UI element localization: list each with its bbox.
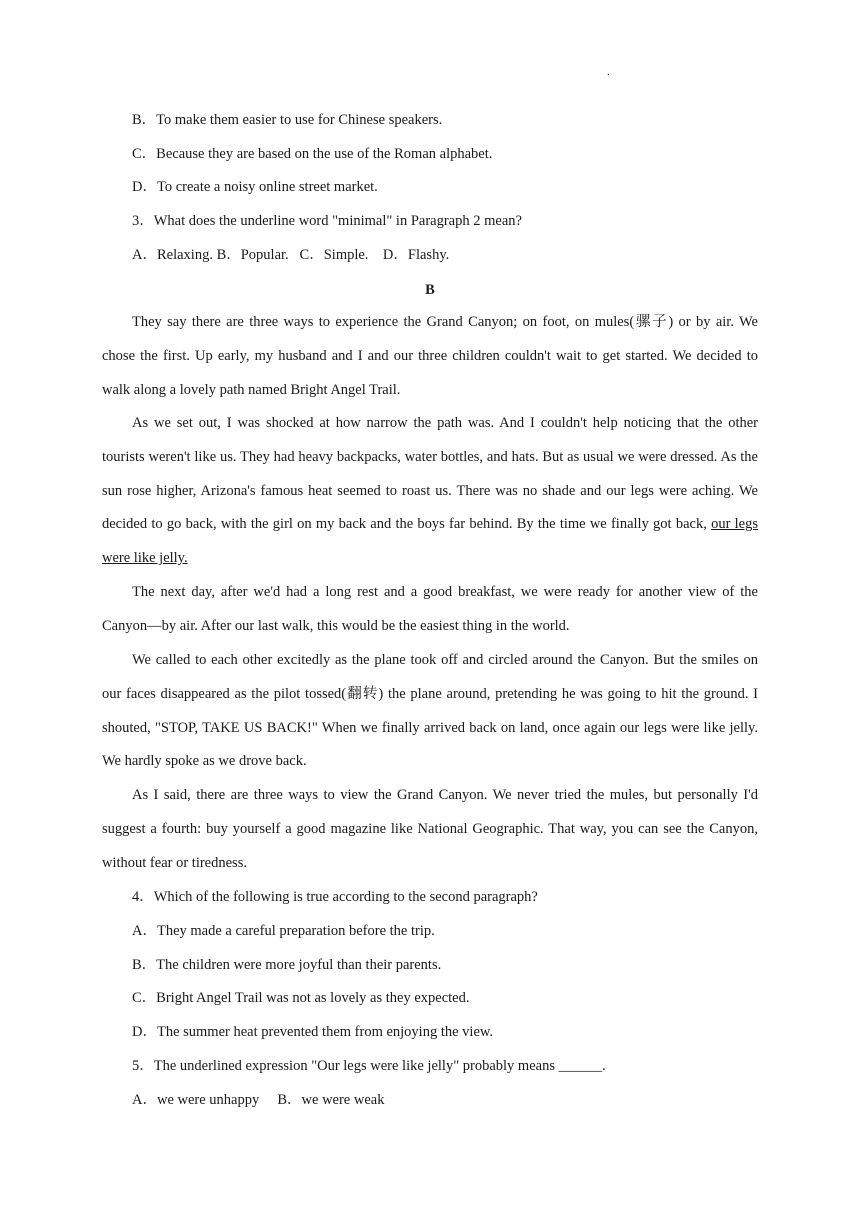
- paragraph-2-text: As we set out, I was shocked at how narrow the path was. And I couldn't help noticing that the other tourists weren't like us. They had heavy backpacks, water bottles, and hats. But as usual we were dressed. As the sun rose higher, Arizona's famous heat seemed to roast us. There was no shade and our legs were aching. We decided to go back, with the girl on my back and the boys far behind. By the time we finally got back,: [102, 415, 758, 533]
- passage-paragraph-3: The next day, after we'd had a long rest and a good breakfast, we were ready for another view of the Canyon—by air. After our last walk, this would be the easiest thing in the world.: [102, 584, 758, 634]
- q2-option-b: B．To make them easier to use for Chinese speakers.: [132, 112, 443, 128]
- question-4-stem: 4．Which of the following is true according to the second paragraph?: [132, 889, 538, 905]
- passage-paragraph-1: They say there are three ways to experience the Grand Canyon; on foot, on mules(骡子) or by air. We chose the first. Up early, my husband and I and our three children couldn't wait to get started. We decided to walk along a lovely path named Bright Angel Trail.: [102, 314, 758, 398]
- question-5-options: A．we were unhappy B．we were weak: [132, 1092, 385, 1108]
- q2-option-d: D．To create a noisy online street market.: [132, 179, 378, 195]
- page-mark: .: [607, 66, 610, 78]
- question-3-options: A．Relaxing. B．Popular. C．Simple. D．Flashy.: [132, 247, 450, 263]
- passage-paragraph-2: [102, 407, 758, 576]
- q4-option-a: A．They made a careful preparation before the trip.: [132, 923, 435, 939]
- underlined-expression: our legs were like jelly.: [102, 516, 759, 567]
- q4-option-c: C．Bright Angel Trail was not as lovely as they expected.: [132, 990, 470, 1006]
- passage-paragraph-5: As I said, there are three ways to view the Grand Canyon. We never tried the mules, but personally I'd suggest a fourth: buy yourself a good magazine like National Geographic. That way, you can see the Canyon, without fear or tiredness.: [102, 787, 758, 871]
- q2-option-c: C．Because they are based on the use of the Roman alphabet.: [132, 146, 493, 162]
- q4-option-d: D．The summer heat prevented them from enjoying the view.: [132, 1024, 494, 1040]
- section-title: B: [425, 282, 435, 298]
- passage-paragraph-4: We called to each other excitedly as the plane took off and circled around the Canyon. But the smiles on our faces disappeared as the pilot tossed(翻转) the plane around, pretending he was going to hit the ground. I shouted, "STOP, TAKE US BACK!" When we finally arrived back on land, once again our legs were like jelly. We hardly spoke as we drove back.: [102, 652, 758, 770]
- question-5-stem: 5．The underlined expression "Our legs were like jelly" probably means ______.: [132, 1058, 606, 1074]
- question-3-stem: 3．What does the underline word "minimal" in Paragraph 2 mean?: [132, 213, 522, 229]
- q4-option-b: B．The children were more joyful than their parents.: [132, 957, 442, 973]
